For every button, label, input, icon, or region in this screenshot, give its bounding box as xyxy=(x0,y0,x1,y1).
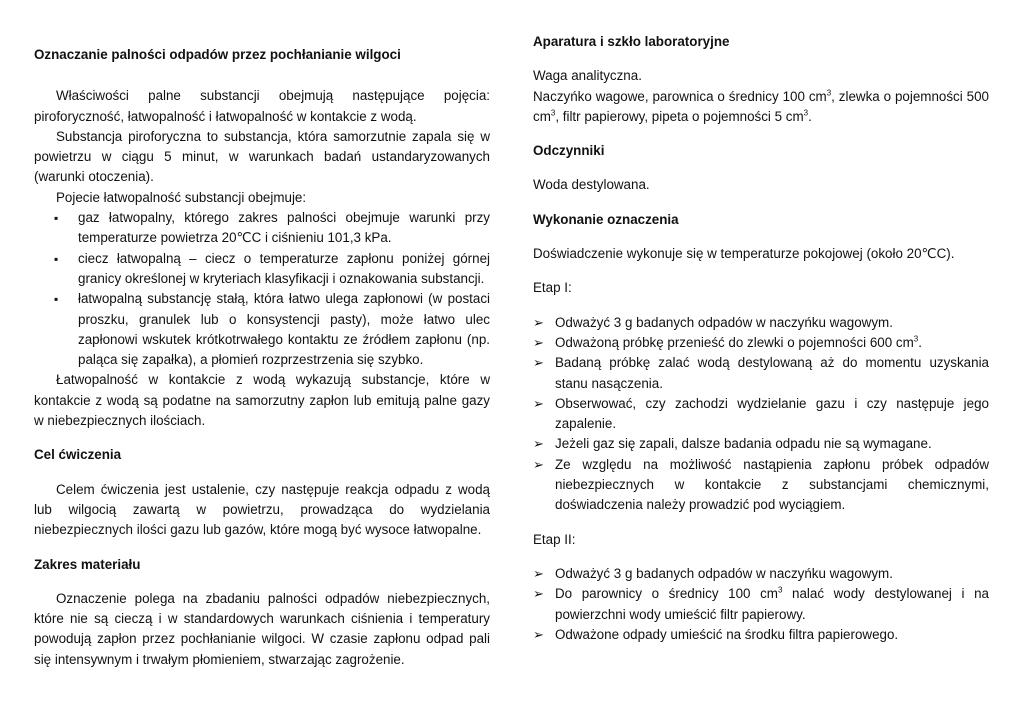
stage-2-steps xyxy=(533,564,989,645)
list-item: ➢ Ze względu na możliwość nastąpienia zapłonu próbek odpadów niebezpiecznych w kontakcie z substancjami chemicznymi, doświadczenia należy prowadzić pod wyciągiem. xyxy=(533,456,989,513)
list-item: ➢ Odważyć 3 g badanych odpadów w naczyńku wagowym. xyxy=(533,564,989,584)
apparatus-line-2: Naczyńko wagowe, parownica o średnicy 100 $cm^3$, zlewka o pojemności 500 $cm^3$, filtr papierowy, pipeta o pojemności 5 $cm^3$. xyxy=(533,88,989,124)
arrow-bullet-icon: ➢ xyxy=(533,314,544,330)
procedure-heading: Wykonanie oznaczenia xyxy=(533,211,679,227)
list-item: ➢ Odważoną próbkę przenieść do zlewki o pojemności 600 $cm^3$. xyxy=(533,333,989,353)
left-column xyxy=(34,0,490,670)
list-item: ➢ Odważyć 3 g badanych odpadów w naczyńku wagowym. xyxy=(533,313,989,333)
apparatus-heading: Aparatura i szkło laboratoryjne xyxy=(533,34,730,49)
intro-paragraph-4: Łatwopalność w kontakcie z wodą wykazują substancje, które w kontakcie z wodą są podatne na samorzutny zapłon lub emitują palne gazy w niebezpiecznych ilościach. xyxy=(34,372,490,429)
stage-1-steps xyxy=(533,313,989,516)
scope-paragraph: Oznaczenie polega na zbadaniu palności odpadów niebezpiecznych, które nie są cieczą i w standardowych warunkach ciśnienia i temperatury powodują zapłon przez pochłanianie wilgoci. W czasie zapłonu odpad pali się intensywnym i trwałym płomieniem, stwarzając zagrożenie. xyxy=(34,590,490,667)
list-item: ➢ Do parownicy o średnicy 100 $cm^3$ nalać wody destylowanej i na powierzchni wody umieścić filtr papierowy. xyxy=(533,585,989,622)
list-item: ➢ Obserwować, czy zachodzi wydzielanie gazu i czy następuje jego zapalenie. xyxy=(533,395,989,432)
intro-paragraph-3: Pojecie łatwopalność substancji obejmuje: xyxy=(56,189,307,205)
apparatus-line-1: Waga analityczna. xyxy=(533,68,642,84)
goal-paragraph: Celem ćwiczenia jest ustalenie, czy następuje reakcja odpadu z wodą lub wilgocią zawartą w powietrzu, prowadząca do wydzielania niebezpiecznych ilości gazu lub gazów, które mogą być wysoce łatwopalne. xyxy=(34,481,490,538)
arrow-bullet-icon: ➢ xyxy=(533,586,544,602)
stage-1-label: Etap I: xyxy=(533,280,572,296)
intro-paragraph-1: Właściwości palne substancji obejmują następujące pojęcia: piroforyczność, łatwopalność i łatwopalność w kontakcie z wodą. xyxy=(34,88,490,124)
procedure-intro: Doświadczenie wykonuje się w temperaturze pokojowej (około 20℃C). xyxy=(533,246,955,262)
stage-2-label: Etap II: xyxy=(533,531,576,547)
list-item: ▪ gaz łatwopalny, którego zakres palności obejmuje warunki przy temperaturze powietrza 20℃C i ciśnieniu 101,3 kPa. xyxy=(34,208,490,249)
intro-paragraph-2: Substancja piroforyczna to substancja, która samorzutnie zapala się w powietrzu w ciągu 5 minut, w warunkach badań ustandaryzowanych (warunki otoczenia). xyxy=(34,128,490,185)
goal-heading: Cel ćwiczenia xyxy=(34,447,122,463)
list-item: ▪ ciecz łatwopalną – ciecz o temperaturze zapłonu poniżej górnej granicy określonej w kryteriach klasyfikacji i oznakowania substancji. xyxy=(34,249,490,290)
document-title: Oznaczanie palności odpadów przez pochłanianie wilgoci xyxy=(34,47,401,62)
arrow-bullet-icon: ➢ xyxy=(533,355,544,371)
arrow-bullet-icon: ➢ xyxy=(533,395,544,411)
list-item: ➢ Jeżeli gaz się zapali, dalsze badania odpadu nie są wymagane. xyxy=(533,434,989,454)
right-column xyxy=(533,0,989,645)
list-item: ➢ Odważone odpady umieścić na środku filtra papierowego. xyxy=(533,625,989,645)
arrow-bullet-icon: ➢ xyxy=(533,334,544,350)
arrow-bullet-icon: ➢ xyxy=(533,565,544,581)
arrow-bullet-icon: ➢ xyxy=(533,626,544,642)
scope-heading: Zakres materiału xyxy=(34,556,141,572)
list-item: ▪ łatwopalną substancję stałą, która łatwo ulega zapłonowi (w postaci proszku, granulek lub o konsystencji pasty), może łatwo ulec zapłonowi wskutek krótkotrwałego kontaktu ze źródłem zapłonu (np. paląca się zapałka), a płomień rozprzestrzenia się szybko. xyxy=(34,289,490,370)
arrow-bullet-icon: ➢ xyxy=(533,456,544,472)
reagents-heading: Odczynniki xyxy=(533,143,605,159)
arrow-bullet-icon: ➢ xyxy=(533,436,544,452)
list-item: ➢ Badaną próbkę zalać wodą destylowaną aż do momentu uzyskania stanu nasączenia. xyxy=(533,355,989,391)
reagents-text: Woda destylowana. xyxy=(533,177,650,193)
flammability-list xyxy=(34,208,490,370)
